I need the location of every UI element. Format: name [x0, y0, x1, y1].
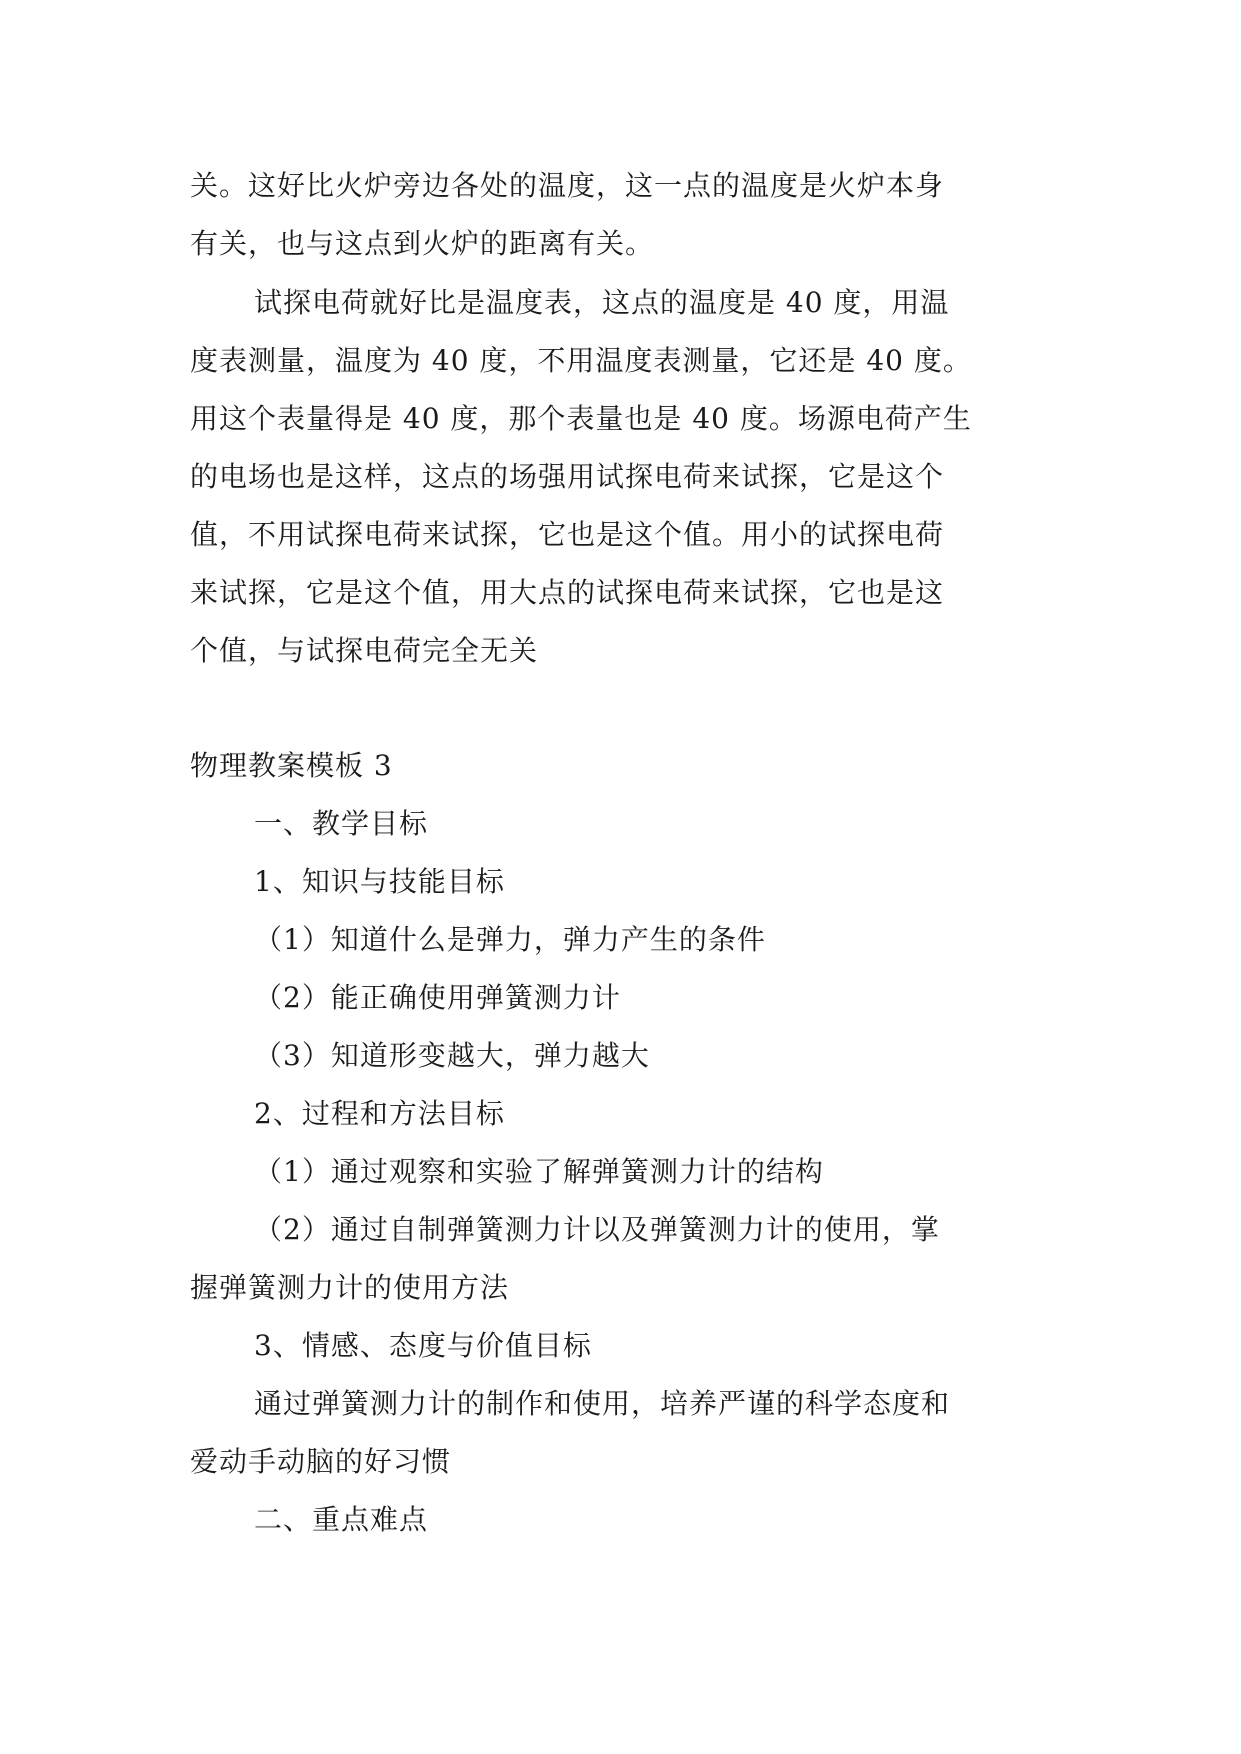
paragraph-line: 通过弹簧测力计的制作和使用，培养严谨的科学态度和 [254, 1387, 951, 1420]
paragraph-line: 来试探，它是这个值，用大点的试探电荷来试探，它也是这 [190, 576, 945, 609]
paragraph-line: 试探电荷就好比是温度表，这点的温度是 40 度，用温 [254, 286, 950, 319]
paragraph-line: 关。这好比火炉旁边各处的温度，这一点的温度是火炉本身 [190, 169, 945, 202]
subheading: 1、知识与技能目标 [254, 865, 505, 898]
subheading: 2、过程和方法目标 [254, 1097, 505, 1130]
list-item: （2）能正确使用弹簧测力计 [254, 981, 621, 1014]
paragraph-line: 用这个表量得是 40 度，那个表量也是 40 度。场源电荷产生 [190, 402, 972, 435]
list-item: （3）知道形变越大，弹力越大 [254, 1039, 650, 1072]
paragraph-line: 个值，与试探电荷完全无关 [190, 634, 539, 667]
section-title: 物理教案模板 3 [190, 749, 393, 782]
list-item: （1）通过观察和实验了解弹簧测力计的结构 [254, 1155, 824, 1188]
paragraph-line: 的电场也是这样，这点的场强用试探电荷来试探，它是这个 [190, 460, 945, 493]
paragraph-line: 爱动手动脑的好习惯 [190, 1445, 452, 1478]
list-item: （2）通过自制弹簧测力计以及弹簧测力计的使用，掌 [254, 1213, 940, 1246]
list-item: （1）知道什么是弹力，弹力产生的条件 [254, 923, 766, 956]
subheading: 3、情感、态度与价值目标 [254, 1329, 592, 1362]
paragraph-line: 值，不用试探电荷来试探，它也是这个值。用小的试探电荷 [190, 518, 945, 551]
paragraph-line: 度表测量，温度为 40 度，不用温度表测量，它还是 40 度。 [190, 344, 972, 377]
heading: 二、重点难点 [254, 1503, 429, 1536]
paragraph-line: 有关，也与这点到火炉的距离有关。 [190, 227, 655, 260]
heading: 一、教学目标 [254, 807, 429, 840]
list-item-continued: 握弹簧测力计的使用方法 [190, 1271, 510, 1304]
